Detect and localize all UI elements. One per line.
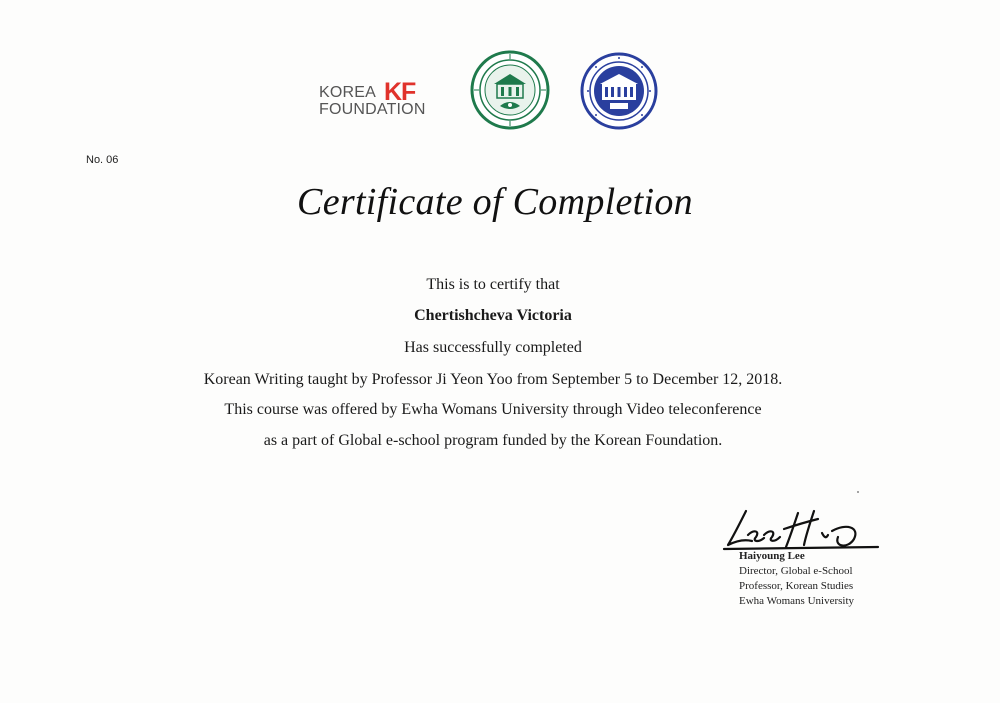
offering-details: This course was offered by Ewha Womans University through Video teleconference (224, 401, 762, 418)
signatory-name: Haiyoung Lee (739, 550, 805, 562)
certificate-title: Certificate of Completion (297, 181, 693, 223)
kf-logo-line2: FOUNDATION (319, 101, 426, 118)
program-details: as a part of Global e-school program funded by the Korean Foundation. (263, 432, 723, 449)
recipient-name: Chertishcheva Victoria (414, 307, 572, 324)
signatory-title-1: Director, Global e-School (739, 565, 853, 577)
certify-intro: This is to certify that (426, 276, 560, 293)
nefu-university-seal-icon (580, 52, 658, 130)
ewha-university-seal-icon (470, 50, 550, 130)
signatory-org: Ewha Womans University (739, 595, 855, 607)
signatory-title-2: Professor, Korean Studies (739, 580, 854, 592)
kf-logo-mark: KF (384, 78, 416, 106)
signatory-block (739, 549, 854, 609)
course-details: Korean Writing taught by Professor Ji Yeon Yoo from September 5 to December 12, 2018. (203, 371, 783, 388)
certificate-number: No. 06 (86, 154, 119, 166)
completion-statement: Has successfully completed (404, 339, 582, 356)
korea-foundation-logo (318, 78, 436, 122)
kf-logo-line1: KOREA (319, 84, 377, 101)
ink-dot (857, 491, 859, 493)
